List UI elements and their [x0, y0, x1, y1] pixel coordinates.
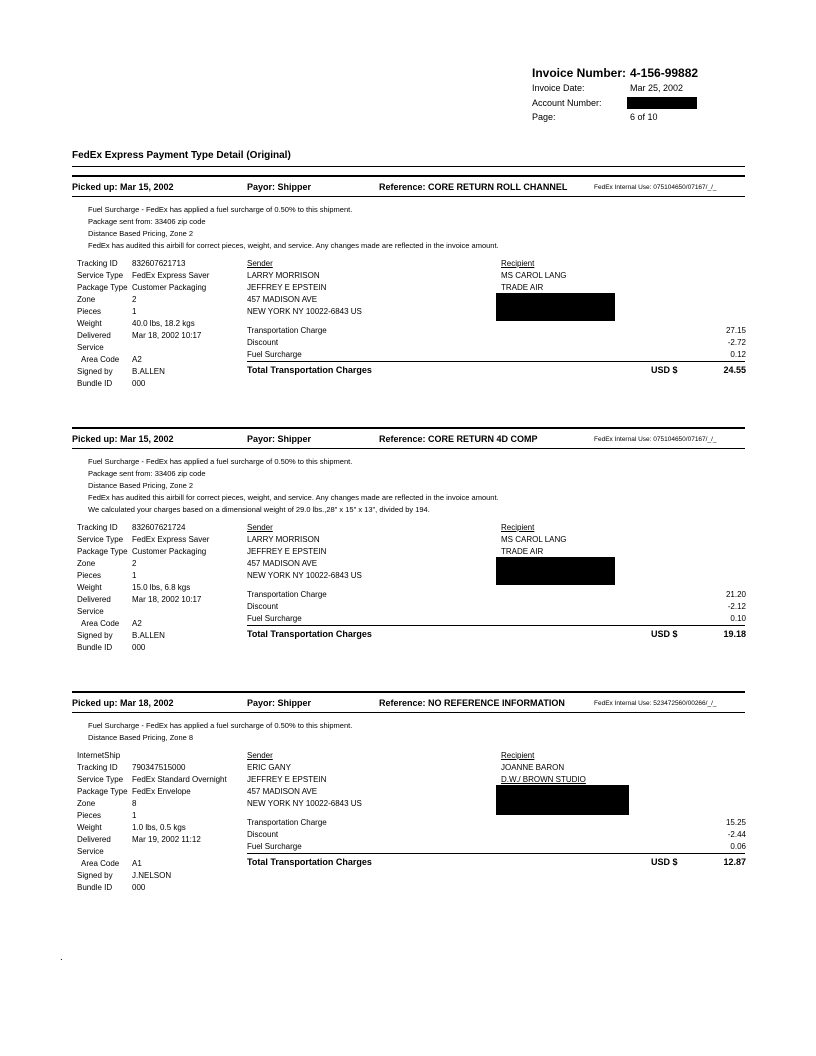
delivered-label: Delivered	[77, 595, 111, 604]
sender-line: JEFFREY E EPSTEIN	[247, 547, 327, 556]
sender-heading: Sender	[247, 751, 273, 760]
recipient-heading: Recipient	[501, 523, 535, 532]
recipient-line: JOANNE BARON	[501, 763, 565, 772]
service-type-value: FedEx Express Saver	[132, 535, 210, 544]
invoice-number: 4-156-99882	[630, 66, 699, 80]
weight-label: Weight	[77, 823, 102, 832]
pieces-label: Pieces	[77, 307, 102, 316]
picked-up: Picked up: Mar 18, 2002	[72, 698, 174, 708]
sender-line: NEW YORK NY 10022-6843 US	[247, 571, 362, 580]
transportation-charge-amount: 27.15	[725, 326, 746, 335]
sender-heading: Sender	[247, 259, 273, 268]
shipment-note: Fuel Surcharge - FedEx has applied a fuel surcharge of 0.50% to this shipment.	[88, 205, 353, 214]
sender-line: NEW YORK NY 10022-6843 US	[247, 799, 362, 808]
package-type-value: FedEx Envelope	[132, 787, 191, 796]
account-number-label: Account Number:	[532, 98, 602, 108]
discount-amount: -2.44	[727, 830, 746, 839]
bundle-id-label: Bundle ID	[77, 379, 113, 388]
signed-by-value: J.NELSON	[132, 871, 172, 880]
bundle-id-label: Bundle ID	[77, 883, 113, 892]
fuel-surcharge-amount: 0.06	[730, 842, 746, 851]
delivered-label: Delivered	[77, 331, 111, 340]
sender-line: LARRY MORRISON	[247, 535, 320, 544]
signed-by-value: B.ALLEN	[132, 367, 165, 376]
tracking-id-value: 832607621724	[132, 523, 186, 532]
service-type-value: FedEx Standard Overnight	[132, 775, 227, 784]
transportation-charge-label: Transportation Charge	[247, 818, 327, 827]
header-rule	[72, 196, 745, 197]
footer-mark: .	[60, 952, 63, 963]
pieces-label: Pieces	[77, 571, 102, 580]
bundle-id-label: Bundle ID	[77, 643, 113, 652]
shipment-note: FedEx has audited this airbill for correct pieces, weight, and service. Any changes made are reflected in the invoice amount.	[88, 493, 499, 502]
weight-value: 40.0 lbs, 18.2 kgs	[132, 319, 195, 328]
delivered-value: Mar 18, 2002 10:17	[132, 595, 202, 604]
weight-value: 15.0 lbs, 6.8 kgs	[132, 583, 191, 592]
transportation-charge-amount: 15.25	[725, 818, 746, 827]
total-amount: 19.18	[723, 629, 746, 639]
shipment-note: Package sent from: 33406 zip code	[88, 469, 206, 478]
delivered-label: Delivered	[77, 835, 111, 844]
sender-line: LARRY MORRISON	[247, 271, 320, 280]
sender-line: 457 MADISON AVE	[247, 787, 318, 796]
total-label: Total Transportation Charges	[247, 365, 372, 375]
service-label: Service	[77, 343, 104, 352]
total-amount: 24.55	[723, 365, 746, 375]
tracking-id-value: 832607621713	[132, 259, 186, 268]
area-code-label: Area Code	[81, 619, 120, 628]
sender-line: JEFFREY E EPSTEIN	[247, 775, 327, 784]
sender-line: ERIC GANY	[247, 763, 292, 772]
redacted-account-number	[627, 97, 697, 109]
internet-ship: InternetShip	[77, 751, 121, 760]
area-code-value: A1	[132, 859, 142, 868]
zone-value: 2	[132, 559, 137, 568]
service-label: Service	[77, 847, 104, 856]
service-type-value: FedEx Express Saver	[132, 271, 210, 280]
transportation-charge-label: Transportation Charge	[247, 590, 327, 599]
discount-label: Discount	[247, 602, 279, 611]
recipient-heading: Recipient	[501, 259, 535, 268]
fuel-surcharge-label: Fuel Surcharge	[247, 350, 302, 359]
page-number: 6 of 10	[630, 112, 658, 122]
area-code-value: A2	[132, 355, 142, 364]
package-type-label: Package Type	[77, 283, 128, 292]
shipment-note: Distance Based Pricing, Zone 2	[88, 481, 194, 490]
page-title: FedEx Express Payment Type Detail (Original)	[72, 150, 291, 161]
payor: Payor: Shipper	[247, 182, 312, 192]
service-type-label: Service Type	[77, 271, 124, 280]
sender-line: JEFFREY E EPSTEIN	[247, 283, 327, 292]
currency: USD $	[651, 629, 678, 639]
header-rule	[72, 712, 745, 713]
recipient-line: D.W./ BROWN STUDIO	[501, 775, 586, 784]
recipient-line: TRADE AIR	[501, 547, 544, 556]
zone-value: 2	[132, 295, 137, 304]
delivered-value: Mar 19, 2002 11:12	[132, 835, 201, 844]
service-type-label: Service Type	[77, 775, 124, 784]
invoice-date-label: Invoice Date:	[532, 83, 585, 93]
delivered-value: Mar 18, 2002 10:17	[132, 331, 202, 340]
package-type-label: Package Type	[77, 787, 128, 796]
pieces-value: 1	[132, 571, 137, 580]
fuel-surcharge-amount: 0.12	[730, 350, 746, 359]
recipient-line: MS CAROL LANG	[501, 271, 567, 280]
fuel-surcharge-label: Fuel Surcharge	[247, 614, 302, 623]
shipment-note: FedEx has audited this airbill for correct pieces, weight, and service. Any changes made are reflected in the invoice amount.	[88, 241, 499, 250]
picked-up: Picked up: Mar 15, 2002	[72, 434, 174, 444]
tracking-id-value: 790347515000	[132, 763, 186, 772]
sender-heading: Sender	[247, 523, 273, 532]
section-top-rule	[72, 691, 745, 693]
discount-amount: -2.12	[727, 602, 746, 611]
discount-label: Discount	[247, 830, 279, 839]
discount-label: Discount	[247, 338, 279, 347]
transportation-charge-amount: 21.20	[725, 590, 746, 599]
area-code-label: Area Code	[81, 355, 120, 364]
transportation-charge-label: Transportation Charge	[247, 326, 327, 335]
signed-by-label: Signed by	[77, 631, 113, 640]
redacted-recipient-address	[496, 557, 615, 585]
internal-use: FedEx Internal Use: 075104650/07167/_/_	[594, 184, 717, 191]
total-rule	[247, 625, 745, 626]
reference: Reference: NO REFERENCE INFORMATION	[379, 698, 565, 708]
shipment-note: Fuel Surcharge - FedEx has applied a fuel surcharge of 0.50% to this shipment.	[88, 457, 353, 466]
signed-by-value: B.ALLEN	[132, 631, 165, 640]
total-rule	[247, 853, 745, 854]
currency: USD $	[651, 365, 678, 375]
payor: Payor: Shipper	[247, 698, 312, 708]
recipient-line: MS CAROL LANG	[501, 535, 567, 544]
total-label: Total Transportation Charges	[247, 857, 372, 867]
package-type-value: Customer Packaging	[132, 283, 207, 292]
zone-label: Zone	[77, 799, 96, 808]
fuel-surcharge-label: Fuel Surcharge	[247, 842, 302, 851]
signed-by-label: Signed by	[77, 367, 113, 376]
total-rule	[247, 361, 745, 362]
reference: Reference: CORE RETURN ROLL CHANNEL	[379, 182, 568, 192]
redacted-recipient-address	[496, 293, 615, 321]
section-top-rule	[72, 427, 745, 429]
recipient-line: TRADE AIR	[501, 283, 544, 292]
sender-line: 457 MADISON AVE	[247, 295, 318, 304]
reference: Reference: CORE RETURN 4D COMP	[379, 434, 538, 444]
bundle-id-value: 000	[132, 379, 146, 388]
internal-use: FedEx Internal Use: 523472560/00266/_/_	[594, 700, 717, 707]
weight-label: Weight	[77, 319, 102, 328]
discount-amount: -2.72	[727, 338, 746, 347]
payor: Payor: Shipper	[247, 434, 312, 444]
title-rule	[72, 166, 745, 167]
bundle-id-value: 000	[132, 883, 146, 892]
redacted-recipient-address	[496, 785, 629, 815]
area-code-label: Area Code	[81, 859, 120, 868]
bundle-id-value: 000	[132, 643, 146, 652]
fuel-surcharge-amount: 0.10	[730, 614, 746, 623]
package-type-label: Package Type	[77, 547, 128, 556]
header-rule	[72, 448, 745, 449]
shipment-note: Fuel Surcharge - FedEx has applied a fuel surcharge of 0.50% to this shipment.	[88, 721, 353, 730]
signed-by-label: Signed by	[77, 871, 113, 880]
picked-up: Picked up: Mar 15, 2002	[72, 182, 174, 192]
sender-line: NEW YORK NY 10022-6843 US	[247, 307, 362, 316]
total-label: Total Transportation Charges	[247, 629, 372, 639]
pieces-label: Pieces	[77, 811, 102, 820]
package-type-value: Customer Packaging	[132, 547, 207, 556]
service-type-label: Service Type	[77, 535, 124, 544]
invoice-number-label: Invoice Number:	[532, 66, 627, 80]
pieces-value: 1	[132, 307, 137, 316]
area-code-value: A2	[132, 619, 142, 628]
zone-label: Zone	[77, 559, 96, 568]
internal-use: FedEx Internal Use: 075104650/07167/_/_	[594, 436, 717, 443]
page-label: Page:	[532, 112, 556, 122]
shipment-note: Distance Based Pricing, Zone 2	[88, 229, 194, 238]
weight-label: Weight	[77, 583, 102, 592]
currency: USD $	[651, 857, 678, 867]
shipment-note: We calculated your charges based on a dimensional weight of 29.0 lbs.,28" x 15" x 13", divided by 194.	[88, 505, 430, 514]
tracking-id-label: Tracking ID	[77, 523, 118, 532]
tracking-id-label: Tracking ID	[77, 259, 118, 268]
shipment-note: Distance Based Pricing, Zone 8	[88, 733, 194, 742]
zone-label: Zone	[77, 295, 96, 304]
pieces-value: 1	[132, 811, 137, 820]
tracking-id-label: Tracking ID	[77, 763, 118, 772]
shipment-note: Package sent from: 33406 zip code	[88, 217, 206, 226]
total-amount: 12.87	[723, 857, 746, 867]
section-top-rule	[72, 175, 745, 177]
invoice-date: Mar 25, 2002	[630, 83, 684, 93]
recipient-heading: Recipient	[501, 751, 535, 760]
weight-value: 1.0 lbs, 0.5 kgs	[132, 823, 186, 832]
zone-value: 8	[132, 799, 137, 808]
service-label: Service	[77, 607, 104, 616]
sender-line: 457 MADISON AVE	[247, 559, 318, 568]
